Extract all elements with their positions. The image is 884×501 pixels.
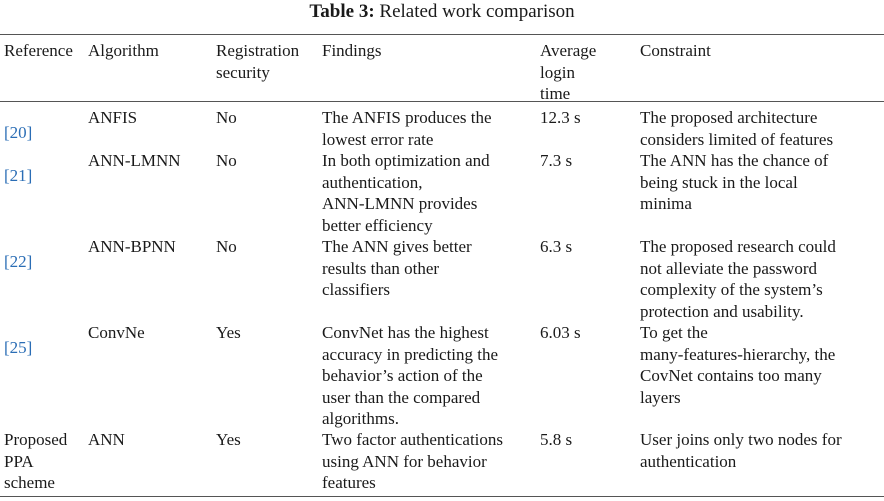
row-4-average-login-time-line: 6.03 s: [540, 323, 581, 342]
row-5-reference-line: Proposed: [4, 430, 68, 449]
header-registration-security: [216, 40, 299, 83]
row-3-findings: [322, 236, 472, 301]
caption-title: Related work comparison: [379, 1, 575, 22]
row-3-findings-line: results than other: [322, 258, 440, 278]
table-caption: [0, 0, 884, 24]
row-2-constraint-line: being stuck in the local: [640, 172, 798, 192]
row-2-findings: [322, 150, 490, 236]
row-5-registration-security-line: Yes: [216, 430, 241, 449]
row-4-findings-line: accuracy in predicting the: [322, 344, 499, 364]
row-4-findings-line: algorithms.: [322, 409, 399, 428]
row-5-reference: [4, 429, 67, 494]
row-5-reference-line: scheme: [4, 473, 55, 492]
row-4-reference[interactable]: [4, 337, 32, 359]
header-average-login-time: [540, 40, 596, 105]
header-algorithm-line: Algorithm: [88, 41, 159, 60]
row-5-reference-line: PPA: [4, 451, 34, 471]
row-5-findings: [322, 429, 503, 494]
row-3-constraint-line: complexity of the system’s: [640, 280, 823, 299]
row-3-average-login-time: [540, 236, 572, 258]
row-3-average-login-time-line: 6.3 s: [540, 237, 573, 256]
row-2-reference-line[interactable]: [21]: [4, 166, 33, 185]
row-4-findings-line: user than the compared: [322, 387, 481, 407]
row-5-algorithm: [88, 429, 125, 451]
row-2-constraint-line: minima: [640, 194, 692, 213]
row-2-average-login-time-line: 7.3 s: [540, 151, 573, 170]
row-5-average-login-time-line: 5.8 s: [540, 430, 573, 449]
header-reference-line: Reference: [4, 41, 73, 60]
bottom-rule: [0, 496, 884, 497]
row-4-findings-line: behavior’s action of the: [322, 366, 483, 385]
header-constraint-line: Constraint: [640, 41, 711, 60]
row-2-algorithm-line: ANN-LMNN: [88, 151, 181, 170]
row-2-constraint-line: The ANN has the chance of: [640, 151, 829, 170]
row-5-findings-line: features: [322, 473, 376, 492]
row-1-findings-line: The ANFIS produces the: [322, 108, 492, 127]
row-1-reference-line[interactable]: [20]: [4, 123, 33, 142]
row-1-findings: [322, 107, 492, 150]
row-4-constraint-line: many-features-hierarchy, the: [640, 344, 836, 364]
header-algorithm: [88, 40, 159, 62]
row-4-findings-line: ConvNet has the highest: [322, 323, 489, 342]
row-2-reference[interactable]: [4, 165, 32, 187]
header-registration-security-line: security: [216, 62, 270, 82]
header-average-login-time-line: login: [540, 62, 575, 82]
row-4-constraint-line: To get the: [640, 323, 708, 342]
row-2-findings-line: In both optimization and: [322, 151, 490, 170]
header-registration-security-line: Registration: [216, 41, 300, 60]
row-3-constraint-line: The proposed research could: [640, 237, 836, 256]
row-3-registration-security: [216, 236, 237, 258]
row-1-registration-security-line: No: [216, 108, 237, 127]
row-2-registration-security-line: No: [216, 151, 237, 170]
header-findings: [322, 40, 382, 62]
row-3-constraint-line: not alleviate the password: [640, 258, 818, 278]
top-rule: [0, 34, 884, 35]
row-5-algorithm-line: ANN: [88, 430, 125, 449]
row-2-average-login-time: [540, 150, 572, 172]
row-1-algorithm: [88, 107, 137, 129]
header-rule: [0, 101, 884, 102]
row-5-constraint: [640, 429, 842, 472]
row-1-algorithm-line: ANFIS: [88, 108, 138, 127]
row-1-average-login-time-line: 12.3 s: [540, 108, 581, 127]
header-average-login-time-line: Average: [540, 41, 597, 60]
row-3-constraint: [640, 236, 836, 322]
row-5-average-login-time: [540, 429, 572, 451]
row-4-registration-security: [216, 322, 241, 344]
row-3-constraint-line: protection and usability.: [640, 301, 804, 321]
row-1-average-login-time: [540, 107, 581, 129]
row-5-constraint-line: User joins only two nodes for: [640, 430, 842, 449]
row-4-average-login-time: [540, 322, 581, 344]
row-2-constraint: [640, 150, 828, 215]
row-4-registration-security-line: Yes: [216, 323, 241, 342]
row-4-reference-line[interactable]: [25]: [4, 338, 33, 357]
header-reference: [4, 40, 73, 62]
row-2-findings-line: authentication,: [322, 172, 423, 192]
row-5-registration-security: [216, 429, 241, 451]
row-3-findings-line: The ANN gives better: [322, 237, 472, 256]
row-1-reference[interactable]: [4, 122, 32, 144]
row-2-findings-line: ANN-LMNN provides: [322, 194, 478, 213]
row-3-registration-security-line: No: [216, 237, 237, 256]
header-constraint: [640, 40, 711, 62]
row-3-algorithm-line: ANN-BPNN: [88, 237, 176, 256]
row-5-findings-line: using ANN for behavior: [322, 451, 487, 471]
row-3-algorithm: [88, 236, 176, 258]
header-average-login-time-line: time: [540, 84, 571, 103]
row-4-constraint-line: CovNet contains too many: [640, 366, 822, 385]
row-2-algorithm: [88, 150, 181, 172]
row-1-constraint-line: considers limited of features: [640, 129, 834, 149]
header-findings-line: Findings: [322, 41, 382, 60]
row-1-findings-line: lowest error rate: [322, 129, 434, 149]
row-3-findings-line: classifiers: [322, 280, 390, 299]
row-4-algorithm: [88, 322, 145, 344]
row-3-reference-line[interactable]: [22]: [4, 252, 33, 271]
row-5-findings-line: Two factor authentications: [322, 430, 504, 449]
caption-label: Table 3:: [309, 1, 375, 22]
row-2-registration-security: [216, 150, 237, 172]
row-3-reference[interactable]: [4, 251, 32, 273]
row-2-findings-line: better efficiency: [322, 215, 433, 235]
row-1-constraint-line: The proposed architecture: [640, 108, 818, 127]
row-1-registration-security: [216, 107, 237, 129]
row-1-constraint: [640, 107, 833, 150]
row-5-constraint-line: authentication: [640, 451, 737, 471]
row-4-findings: [322, 322, 498, 430]
row-4-constraint-line: layers: [640, 387, 681, 407]
row-4-algorithm-line: ConvNe: [88, 323, 145, 342]
row-4-constraint: [640, 322, 835, 408]
